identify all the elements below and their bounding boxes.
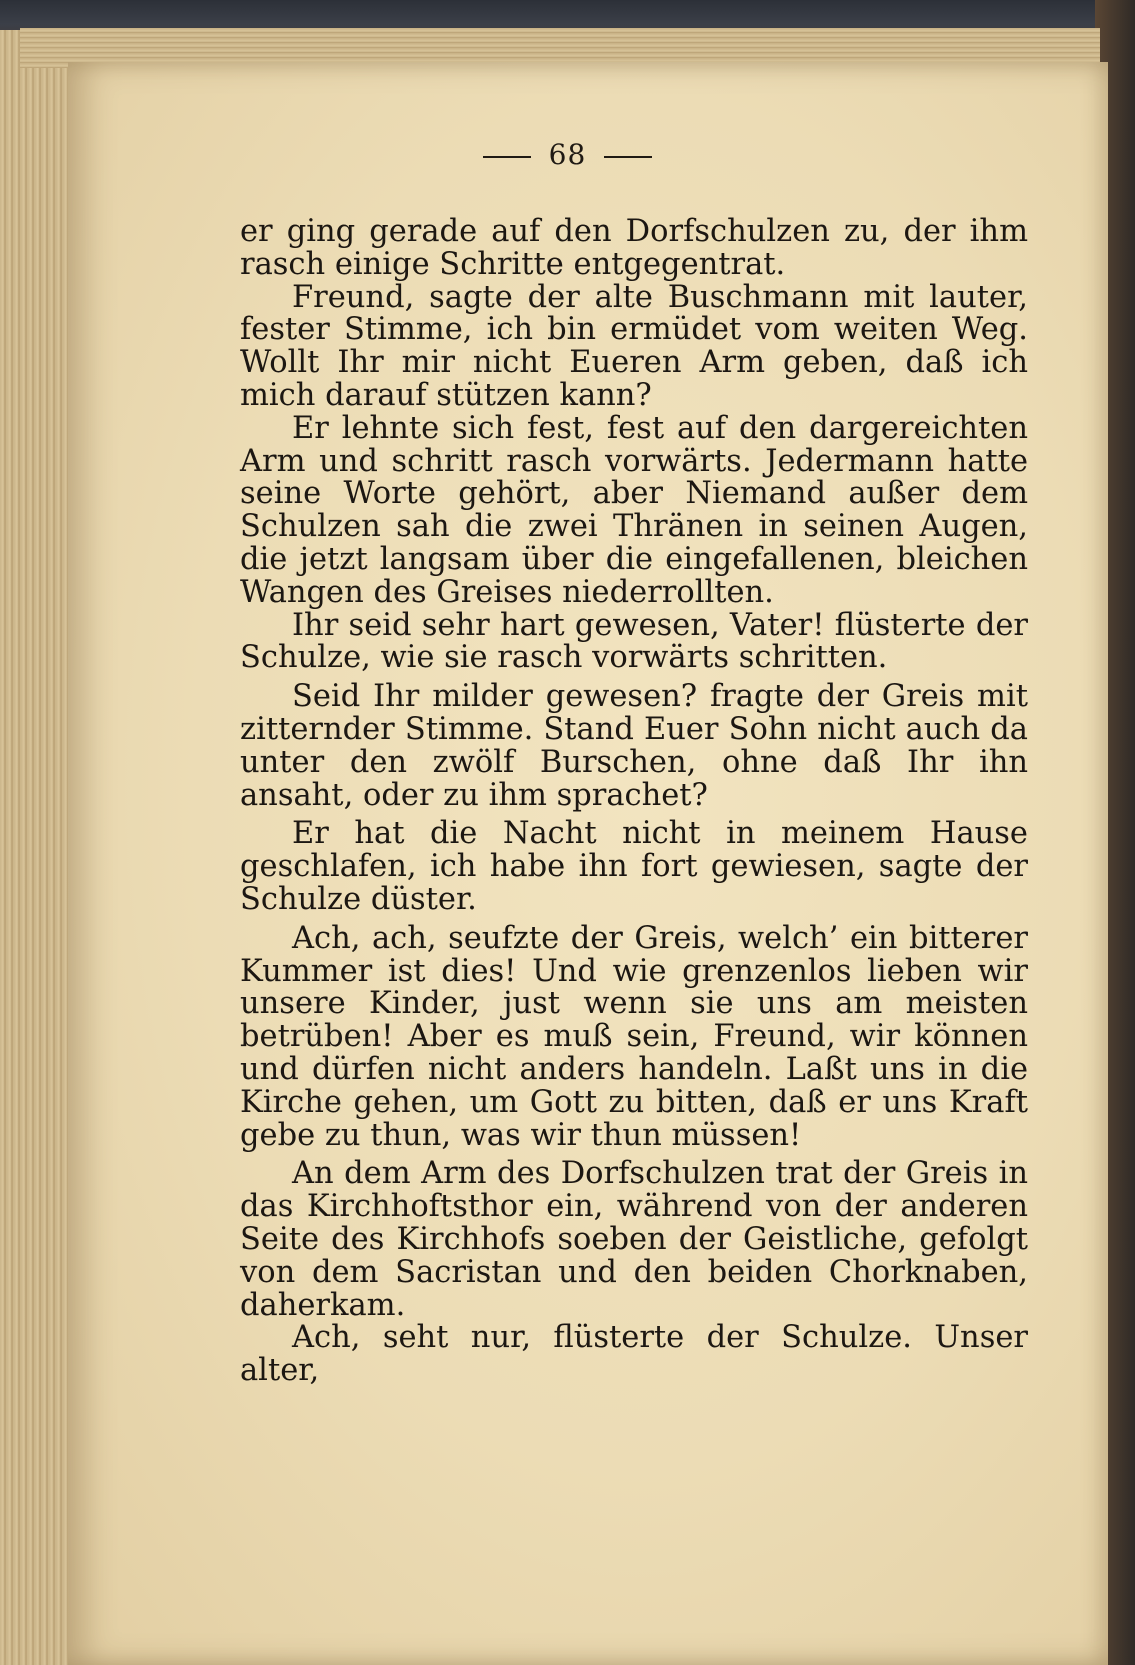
paragraph: An dem Arm des Dorfschulzen trat der Greis in das Kirchhoftsthor ein, während von der anderen Seite des Kirchhofs soeben der Geistliche, gefolgt von dem Sacristan und den beiden Chorknaben, daherkam. <box>240 1156 1028 1323</box>
folio-dash-left <box>483 156 531 158</box>
page-number: 68 <box>548 138 587 171</box>
paragraph: Freund, sagte der alte Buschmann mit lauter, fester Stimme, ich bin ermüdet vom weiten Weg. Wollt Ihr mir nicht Eueren Arm geben, daß ich mich darauf stützen kann? <box>240 279 1028 413</box>
page-number-header <box>0 138 1135 171</box>
paragraph: Er hat die Nacht nicht in meinem Hause geschlafen, ich habe ihn fort gewiesen, sagte der Schulze düster. <box>240 816 1028 917</box>
paragraph: Seid Ihr milder gewesen? fragte der Greis mit zitternder Stimme. Stand Euer Sohn nicht auch da unter den zwölf Burschen, ohne daß Ihr ihn ansaht, oder zu ihm sprachet? <box>240 679 1028 813</box>
body-text <box>240 216 1028 1388</box>
folio-dash-right <box>604 156 652 158</box>
paragraph-continuation: er ging gerade auf den Dorfschulzen zu, der ihm rasch einige Schritte entgegentrat. <box>240 214 1028 282</box>
paragraph: Ach, ach, seufzte der Greis, welch’ ein bitterer Kummer ist dies! Und wie grenzenlos lieben wir unsere Kinder, just wenn sie uns am meisten betrüben! Aber es muß sein, Freund, wir können und dürfen nicht anders handeln. Laßt uns in die Kirche gehen, um Gott zu bitten, daß er uns Kraft gebe zu thun, was wir thun müssen! <box>240 920 1028 1153</box>
paragraph: Ach, seht nur, flüsterte der Schulze. Unser alter, <box>240 1320 1028 1389</box>
paragraph: Ihr seid sehr hart gewesen, Vater! flüsterte der Schulze, wie sie rasch vorwärts schritten. <box>240 607 1028 676</box>
paragraph: Er lehnte sich fest, fest auf den dargereichten Arm und schritt rasch vorwärts. Jedermann hatte seine Worte gehört, aber Niemand außer dem Schulzen sah die zwei Thränen in seinen Augen, die jetzt langsam über die eingefallenen, bleichen Wangen des Greises niederrollten. <box>240 410 1028 610</box>
